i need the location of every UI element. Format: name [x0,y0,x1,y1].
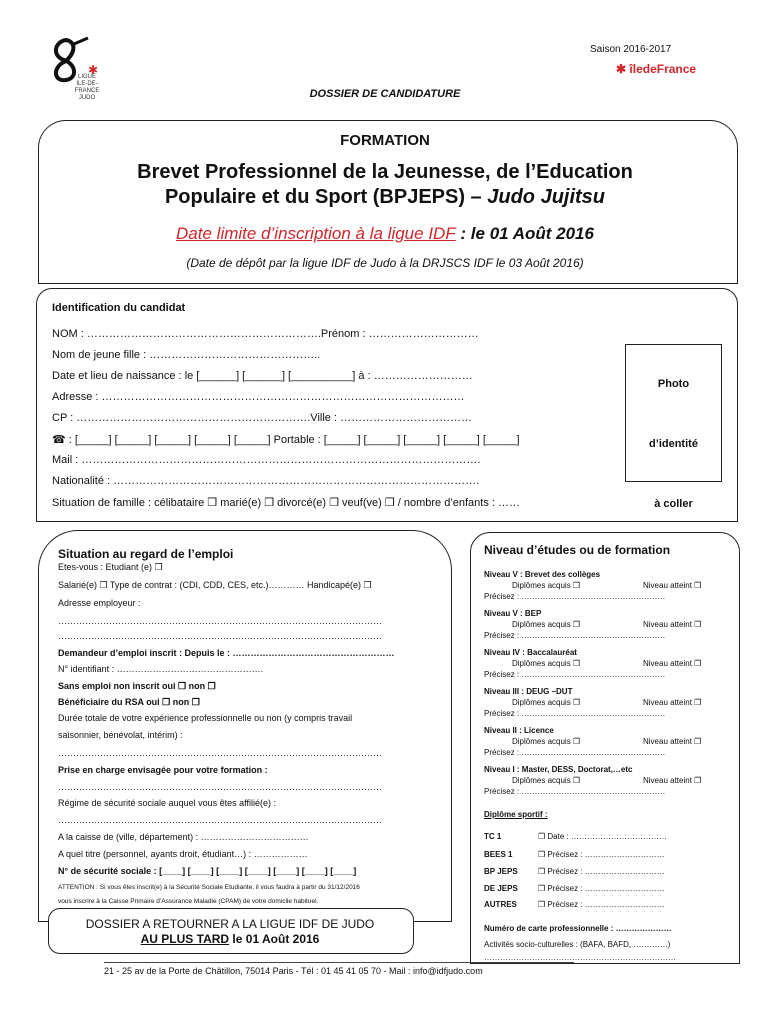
diplome-name: BP JEPS [484,867,518,876]
niveau-title: Niveau d’études ou de formation [484,543,671,557]
niveau-atteint-checkbox[interactable]: Niveau atteint ❒ [643,776,702,785]
diplomes-acquis-checkbox[interactable]: Diplômes acquis ❒ [512,581,581,590]
emploi-line[interactable]: ……………………………………………………………………………………………… [58,782,382,792]
carte-pro-field[interactable]: Numéro de carte professionnelle : ………………… [484,924,672,933]
niveau-atteint-checkbox[interactable]: Niveau atteint ❒ [643,581,702,590]
cp-ville-field[interactable]: CP : ……………………………………………………….Ville : ……………………………… [52,412,473,424]
diplomes-acquis-checkbox[interactable]: Diplômes acquis ❒ [512,698,581,707]
emploi-line[interactable]: Salarié(e) ❒ Type de contrat : (CDI, CDD, CES, etc.)………… Handicapé(e) ❒ [58,580,372,590]
diplomes-acquis-checkbox[interactable]: Diplômes acquis ❒ [512,620,581,629]
diploma-title-line2a: Populaire et du Sport (BPJEPS) – [164,186,488,208]
emploi-line: Adresse employeur : [58,598,141,608]
photo-label-3: à coller [654,498,693,510]
adresse-field[interactable]: Adresse : ……………………………………………………………………………………… [52,391,465,403]
diplome-name: BEES 1 [484,850,513,859]
emploi-line[interactable]: N° de sécurité sociale : [____] [____] [____] [____] [____] [____] [____] [58,866,357,876]
formation-label: FORMATION [340,132,430,149]
emploi-line[interactable]: ……………………………………………………………………………………………… [58,616,382,626]
depot-date: (Date de dépôt par la ligue IDF de Judo à la DRJSCS IDF le 03 Août 2016) [186,256,584,270]
photo-label-1: Photo [657,378,690,390]
niveau-heading: Niveau V : Brevet des collèges [484,570,601,579]
emploi-line: saisonnier, bénévolat, intérim) : [58,730,183,740]
precisez-field[interactable]: Précisez : ……………………………………………… [484,670,666,679]
diplome-value[interactable]: ❒ Précisez : ………………………… [538,867,665,876]
mail-field[interactable]: Mail : ………………………………………………………………………………………………. [52,454,481,466]
svg-text:✱: ✱ [88,63,99,77]
emploi-line: Prise en charge envisagée pour votre formation : [58,765,268,775]
retour-deadline-emph: AU PLUS TARD [140,932,230,946]
diploma-title-line2 [0,186,770,209]
identification-title: Identification du candidat [52,302,186,314]
emploi-line[interactable]: Demandeur d’emploi inscrit : Depuis le : ……………………………………………… [58,648,395,658]
deadline-date: : le 01 Août 2016 [455,224,594,243]
diplome-name: TC 1 [484,832,502,841]
niveau-atteint-checkbox[interactable]: Niveau atteint ❒ [643,698,702,707]
niveau-heading: Niveau IV : Baccalauréat [484,648,577,657]
niveau-atteint-checkbox[interactable]: Niveau atteint ❒ [643,737,702,746]
logo-text: LIGUE ILE-DE-FRANCE JUDO [74,74,100,101]
emploi-line[interactable]: A quel titre (personnel, ayants droit, étudiant…) : ……………… [58,849,308,859]
diplome-value[interactable]: ❒ Précisez : ………………………… [538,884,665,893]
activites-dots[interactable]: ……………………………………………………………… [484,953,676,962]
idf-logo-text: îledeFrance [629,62,697,76]
emploi-line[interactable]: Bénéficiaire du RSA oui ❒ non ❒ [58,697,200,707]
retour-deadline-date: le 01 Août 2016 [229,932,320,946]
emploi-title: Situation au regard de l’emploi [58,547,234,561]
niveau-heading: Niveau III : DEUG –DUT [484,687,573,696]
emploi-line[interactable]: ……………………………………………………………………………………………… [58,815,382,825]
niveau-heading: Niveau I : Master, DESS, Doctorat,…etc [484,765,633,774]
diplomes-acquis-checkbox[interactable]: Diplômes acquis ❒ [512,776,581,785]
diplome-value[interactable]: ❒ Précisez : ………………………… [538,900,665,909]
precisez-field[interactable]: Précisez : ……………………………………………… [484,709,666,718]
precisez-field[interactable]: Précisez : ……………………………………………… [484,748,666,757]
diplomes-acquis-checkbox[interactable]: Diplômes acquis ❒ [512,659,581,668]
emploi-line[interactable]: Sans emploi non inscrit oui ❒ non ❒ [58,681,216,691]
jeune-fille-field[interactable]: Nom de jeune fille : ……………………………………….. [52,349,321,361]
diplomes-acquis-checkbox[interactable]: Diplômes acquis ❒ [512,737,581,746]
asterisk-icon: ✱ [616,62,627,76]
telephone-field[interactable]: ☎ : [_____] [_____] [_____] [_____] [_____] Portable : [_____] [_____] [_____] [_____] [_____] [52,434,520,446]
retour-box [48,908,414,954]
deadline [0,224,770,244]
diplome-value[interactable]: ❒ Date : ……………………………… [538,832,667,841]
niveau-atteint-checkbox[interactable]: Niveau atteint ❒ [643,659,702,668]
discipline-name: Judo Jujitsu [487,186,606,208]
diplome-value[interactable]: ❒ Précisez : ………………………… [538,850,665,859]
precisez-field[interactable]: Précisez : ……………………………………………… [484,631,666,640]
emploi-line[interactable]: A la caisse de (ville, département) : ……………………………… [58,832,309,842]
situation-famille-field[interactable]: Situation de famille : célibataire ❒ marié(e) ❒ divorcé(e) ❒ veuf(ve) ❒ / nombre d’enfants : …… [52,497,521,509]
naissance-field[interactable]: Date et lieu de naissance : le [______] [______] [__________] à : ……………………… [52,370,473,382]
emploi-line[interactable]: Etes-vous : Etudiant (e) ❒ [58,562,163,572]
nom-field[interactable]: NOM : ……………………………………………………….Prénom : ………………………… [52,328,479,340]
niveau-atteint-checkbox[interactable]: Niveau atteint ❒ [643,620,702,629]
nationalite-field[interactable]: Nationalité : ………………………………………………………………………………………. [52,475,480,487]
dossier-heading: DOSSIER DE CANDIDATURE [309,88,461,100]
diplome-name: AUTRES [484,900,517,909]
emploi-line: Régime de sécurité sociale auquel vous êtes affilié(e) : [58,798,276,808]
emploi-line: Durée totale de votre expérience professionnelle ou non (y compris travail [58,713,353,723]
deadline-label: Date limite d’inscription à la ligue IDF [176,224,456,243]
activites-field[interactable]: Activités socio-culturelles : (BAFA, BAFD, ………….) [484,940,671,949]
diploma-title-line1: Brevet Professionnel de la Jeunesse, de l’Education [137,161,633,183]
photo-label-2: d’identité [649,438,698,450]
precisez-field[interactable]: Précisez : ……………………………………………… [484,787,666,796]
attention-note: vous inscrire à la Caisse Primaire d’Assurance Maladie (CPAM) de votre domicile habituel. [58,898,319,905]
retour-line1: DOSSIER A RETOURNER A LA LIGUE IDF DE JUDO [85,917,375,931]
diplome-sportif-title: Diplôme sportif : [484,810,548,819]
diplome-name: DE JEPS [484,884,518,893]
photo-placeholder [625,344,722,510]
ile-de-france-logo [616,62,696,76]
season-label: Saison 2016-2017 [590,44,672,55]
emploi-line[interactable]: N° identifiant : …………………………………………. [58,664,264,674]
footer-address: 21 - 25 av de la Porte de Châtillon, 75014 Paris - Tél : 01 45 41 05 70 - Mail : info@idfjudo.com [104,966,483,976]
niveau-heading: Niveau II : Licence [484,726,554,735]
niveau-heading: Niveau V : BEP [484,609,542,618]
precisez-field[interactable]: Précisez : ……………………………………………… [484,592,666,601]
retour-line2 [48,932,412,946]
attention-note: ATTENTION : Si vous êtes inscrit(e) à la Sécurité Sociale Etudiante, il vous faudra à partir du 31/12/2016 [58,884,360,891]
emploi-line[interactable]: ……………………………………………………………………………………………… [58,748,382,758]
footer-divider [104,962,574,963]
emploi-line[interactable]: ……………………………………………………………………………………………… [58,631,382,641]
